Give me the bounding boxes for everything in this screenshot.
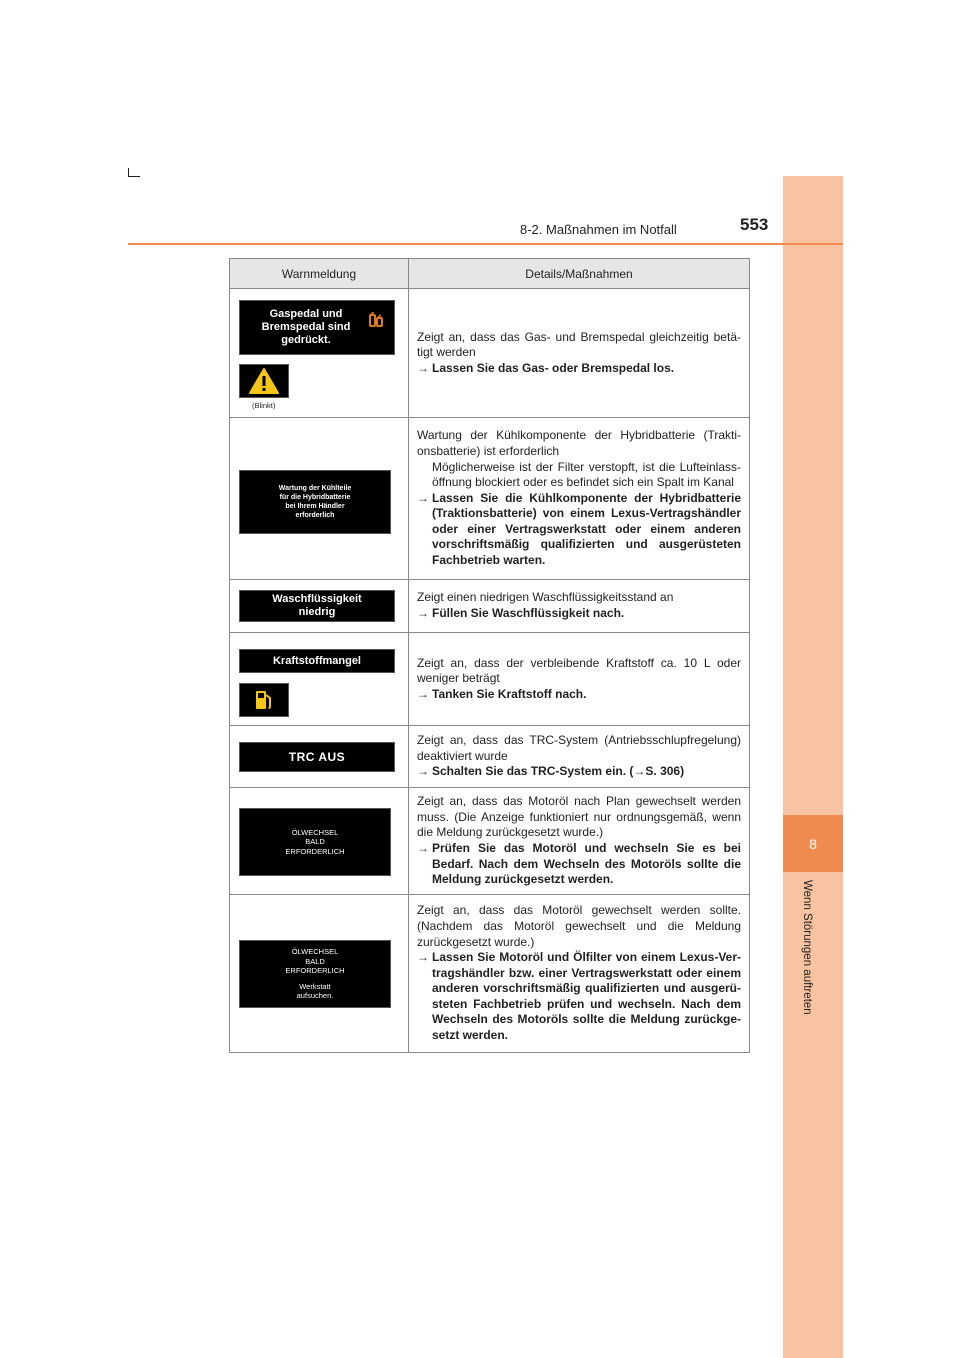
details-text: Zeigt an, dass das Motoröl nach Plan gewechselt werden muss. (Die Anzeige funktioniert nur ordnungsgemäß, wenn die Meldung zurückgesetzt wurde.) (417, 794, 741, 840)
action-text: → Tanken Sie Kraftstoff nach. (417, 686, 587, 701)
details-text: Zeigt an, dass das TRC-System (Antriebsschlupfregelung) deaktiviert wurde (417, 733, 741, 763)
warning-icon-box (239, 364, 289, 398)
warning-cell (230, 289, 409, 418)
chapter-side-tab (783, 176, 843, 1358)
arrow-icon: → (417, 360, 429, 375)
details-cell (409, 895, 750, 1053)
message-display: ÖLWECHSEL BALD ERFORDERLICH (239, 808, 391, 876)
warning-triangle-icon (249, 368, 279, 394)
details-text: Zeigt an, dass der verbleibende Kraftstoff ca. 10 L oder weniger beträgt (417, 655, 741, 686)
action-text: → Lassen Sie das Gas- oder Bremspedal los. (417, 360, 675, 375)
warning-cell (230, 580, 409, 633)
pedal-warning-icon (368, 312, 384, 330)
details-text: Zeigt an, dass das Motoröl gewechselt werden sollte. (Nachdem das Motoröl gewechselt und die Meldung zurückgesetzt wurde.) (417, 903, 741, 949)
crop-mark (128, 176, 140, 177)
arrow-icon: → (417, 490, 429, 505)
warning-cell (230, 895, 409, 1053)
details-cell (409, 580, 750, 633)
page-number: 553 (740, 215, 769, 234)
details-cell (409, 788, 750, 895)
arrow-icon: → (417, 950, 429, 965)
action-text: → Schalten Sie das TRC-System ein. (→S. 306) (417, 764, 685, 779)
chapter-number: 8 (809, 835, 817, 852)
message-display: Waschflüssigkeit niedrig (239, 590, 395, 622)
arrow-icon: → (417, 841, 429, 855)
details-cell (409, 726, 750, 788)
note-text: Möglicherweise ist der Filter verstopft, ist die Lufteinlass-öffnung blockiert oder es befindet sich ein Spalt im Kanal (432, 459, 741, 490)
details-cell (409, 289, 750, 418)
table-header-row (230, 259, 750, 289)
table-row (230, 580, 750, 633)
details-cell (409, 633, 750, 726)
details-text: Zeigt einen niedrigen Waschflüssigkeitsstand an (417, 590, 674, 605)
warning-cell (230, 418, 409, 580)
details-text: Wartung der Kühlkomponente der Hybridbatterie (Trakti-onsbatterie) ist erforderlich (417, 428, 741, 458)
action-text: → Lassen Sie die Kühlkomponente der Hybridbatterie (Traktionsbatterie) von einem Lexus-Vertragshändler oder einer Vertragswerkstatt oder einem anderen vorschriftsmäßig qualifizierten und ausgerüsteten Fachbetrieb warten. (417, 490, 741, 568)
table-row (230, 418, 750, 580)
crop-mark (128, 168, 129, 176)
column-header-details: Details/Maßnahmen (409, 259, 750, 289)
message-display: Kraftstoffmangel (239, 649, 395, 673)
table-row (230, 289, 750, 418)
details-cell (409, 418, 750, 580)
table-row (230, 633, 750, 726)
warning-message-table (229, 258, 750, 1053)
arrow-icon: → (417, 686, 429, 701)
table-row (230, 726, 750, 788)
chapter-title-vertical: Wenn Störungen auftreten (801, 880, 813, 1015)
warning-cell (230, 726, 409, 788)
action-text: → Füllen Sie Waschflüssigkeit nach. (417, 606, 625, 620)
column-header-warning: Warnmeldung (230, 259, 409, 289)
warning-cell (230, 633, 409, 726)
header-rule (128, 243, 843, 245)
reference-arrow-icon: → (633, 764, 646, 779)
table-row (230, 895, 750, 1053)
message-display: ÖLWECHSEL BALD ERFORDERLICH Werkstatt aufsuchen. (239, 940, 391, 1008)
fuel-pump-icon (254, 689, 274, 711)
message-display: Gaspedal und Bremspedal sind gedrückt. (239, 300, 395, 355)
chapter-number-box (783, 815, 843, 872)
details-text: Zeigt an, dass das Gas- und Bremspedal gleichzeitig betä-tigt werden (417, 329, 741, 360)
action-text: → Prüfen Sie das Motoröl und wechseln Sie es bei Bedarf. Nach dem Wechseln des Motoröls sollte die Meldung zurückgesetzt werden. (417, 841, 741, 887)
section-title: 8-2. Maßnahmen im Notfall (520, 222, 677, 237)
message-display: Wartung der Kühlteile für die Hybridbatterie bei Ihrem Händler erforderlich (239, 470, 391, 534)
fuel-icon-box (239, 683, 289, 717)
arrow-icon: → (417, 606, 429, 620)
arrow-icon: → (417, 764, 429, 779)
action-text: → Lassen Sie Motoröl und Ölfilter von einem Lexus-Ver-tragshändler bzw. einer Vertragswerkstatt oder einem anderen vorschriftsmäßig qualifizierten und ausgerü-steten Fachbetrieb prüfen und wechseln. Nach dem Wechseln des Motoröls sollte die Meldung zurückge-setzt werden. (417, 950, 741, 1043)
blink-caption: (Blinkt) (252, 401, 276, 410)
message-display: TRC AUS (239, 742, 395, 772)
warning-cell (230, 788, 409, 895)
table-row (230, 788, 750, 895)
